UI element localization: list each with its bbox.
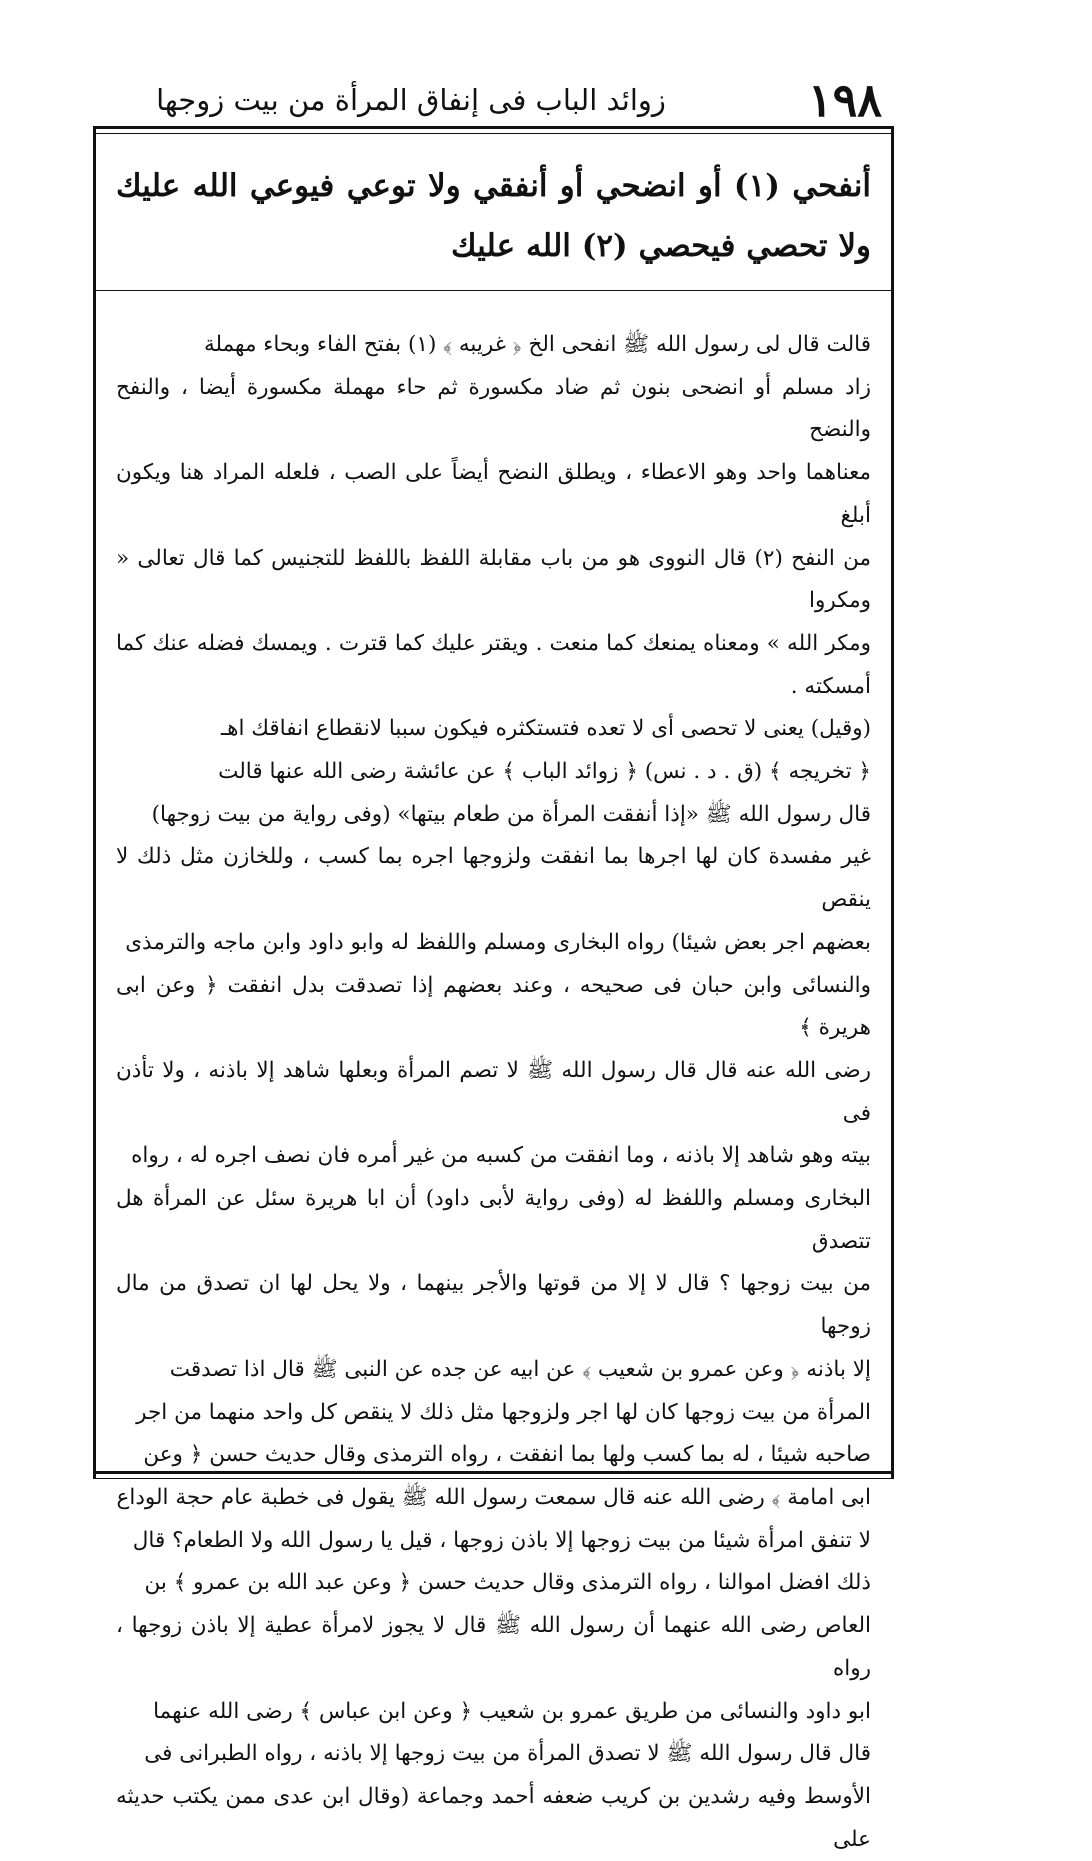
- commentary-line: ابو داود والنسائى من طريق عمرو بن شعيب ﴿ وعن ابن عباس ﴾ رضى الله عنهما: [153, 1698, 871, 1724]
- commentary-line: قال قال رسول الله ﷺ لا تصدق المرأة من بيت زوجها إلا باذنه ، رواه الطبرانى فى: [144, 1741, 871, 1767]
- page-header: [110, 73, 882, 128]
- commentary-line: لا تنفق امرأة شيئا من بيت زوجها إلا باذن زوجها ، قيل يا رسول الله ولا الطعام؟ قال: [132, 1527, 871, 1553]
- commentary-line: والنسائى وابن حبان فى صحيحه ، وعند بعضهم إذا تصدقت بدل انفقت ﴿ وعن ابى هريرة ﴾: [116, 972, 871, 1041]
- commentary-line: العاص رضى الله عنهما أن رسول الله ﷺ قال لا يجوز لامرأة عطية إلا باذن زوجها ، رواه: [116, 1613, 871, 1681]
- commentary-line: الأوسط وفيه رشدين بن كريب ضعفه أحمد وجماعة (وقال ابن عدى ممن يكتب حديثه على: [116, 1783, 871, 1852]
- commentary-line: صاحبه شيئا ، له بما كسب ولها بما انفقت ، رواه الترمذى وقال حديث حسن ﴿ وعن: [143, 1442, 871, 1468]
- page-number: ١٩٨: [807, 73, 882, 127]
- commentary-line: ذلك افضل اموالنا ، رواه الترمذى وقال حديث حسن ﴿ وعن عبد الله بن عمرو ﴾ بن: [144, 1570, 871, 1596]
- hadith-text: أنفحي (١) أو انضحي أو أنفقي ولا توعي فيوعي الله عليك ولا تحصي فيحصي (٢) الله عليك: [116, 168, 872, 264]
- commentary-line: من بيت زوجها ؟ قال لا إلا من قوتها والأجر بينهما ، ولا يحل لها ان تصدق من مال زوجها: [116, 1271, 871, 1340]
- commentary-line: قالت قال لى رسول الله ﷺ انفحى الخ ﴿ غريبه ﴾ (١) بفتح الفاء وبحاء مهملة: [203, 332, 871, 357]
- commentary-line: غير مفسدة كان لها اجرها بما انفقت ولزوجها اجره بما كسب ، وللخازن مثل ذلك لا ينقص: [116, 844, 871, 913]
- commentary-line: بيته وهو شاهد إلا باذنه ، وما انفقت من كسبه من غير أمره فان نصف اجره له ، رواه: [131, 1143, 871, 1169]
- separator-rule: [96, 290, 891, 293]
- commentary-line: قال رسول الله ﷺ «إذا أنفقت المرأة من طعام بيتها» (وفى رواية من بيت زوجها): [151, 801, 871, 827]
- top-double-rule: [96, 126, 891, 134]
- commentary-line: رضى الله عنه قال قال رسول الله ﷺ لا تصم المرأة وبعلها شاهد إلا باذنه ، ولا تأذن فى: [116, 1057, 871, 1126]
- commentary-line: (وقيل) يعنى لا تحصى أى لا تعده فتستكثره فيكون سببا لانقطاع انفاقك اهـ: [220, 716, 871, 742]
- commentary-line: معناهما واحد وهو الاعطاء ، ويطلق النضح أيضاً على الصب ، فلعله المراد هنا ويكون أبلغ: [116, 460, 871, 528]
- commentary-block: [116, 324, 871, 1861]
- page-frame: [93, 126, 894, 1852]
- commentary-line: زاد مسلم أو انضحى بنون ثم ضاد مكسورة ثم حاء مهملة مكسورة أيضا ، والنفح والنضح: [116, 374, 871, 443]
- commentary-line: إلا باذنه ﴿ وعن عمرو بن شعيب ﴾ عن ابيه عن جده عن النبى ﷺ قال اذا تصدقت: [169, 1356, 871, 1382]
- commentary-line: ومكر الله » ومعناه يمنعك كما منعت . ويقتر عليك كما قترت . ويمسك فضله عنك كما أمسكته .: [116, 630, 871, 699]
- commentary-line: ابى امامة ﴾ رضى الله عنه قال سمعت رسول الله ﷺ يقول فى خطبة عام حجة الوداع: [116, 1484, 871, 1510]
- commentary-line: المرأة من بيت زوجها كان لها اجر ولزوجها مثل ذلك لا ينقص كل واحد منهما من اجر: [136, 1399, 871, 1425]
- running-title: زوائد الباب فى إنفاق المرأة من بيت زوجها: [156, 83, 666, 117]
- bottom-double-rule: [96, 1471, 891, 1479]
- commentary-line: بعضهم اجر بعض شيئا) رواه البخارى ومسلم واللفظ له وابو داود وابن ماجه والترمذى: [125, 929, 871, 955]
- commentary-line: ﴿ تخريجه ﴾ (ق . د . نس) ﴿ زوائد الباب ﴾ عن عائشة رضى الله عنها قالت: [218, 759, 871, 785]
- commentary-line: البخارى ومسلم واللفظ له (وفى رواية لأبى داود) أن ابا هريرة سئل عن المرأة هل تتصدق: [116, 1186, 871, 1254]
- commentary-line: من النفح (٢) قال النووى هو من باب مقابلة اللفظ باللفظ للتجنيس كما قال تعالى « ومكروا: [116, 545, 871, 614]
